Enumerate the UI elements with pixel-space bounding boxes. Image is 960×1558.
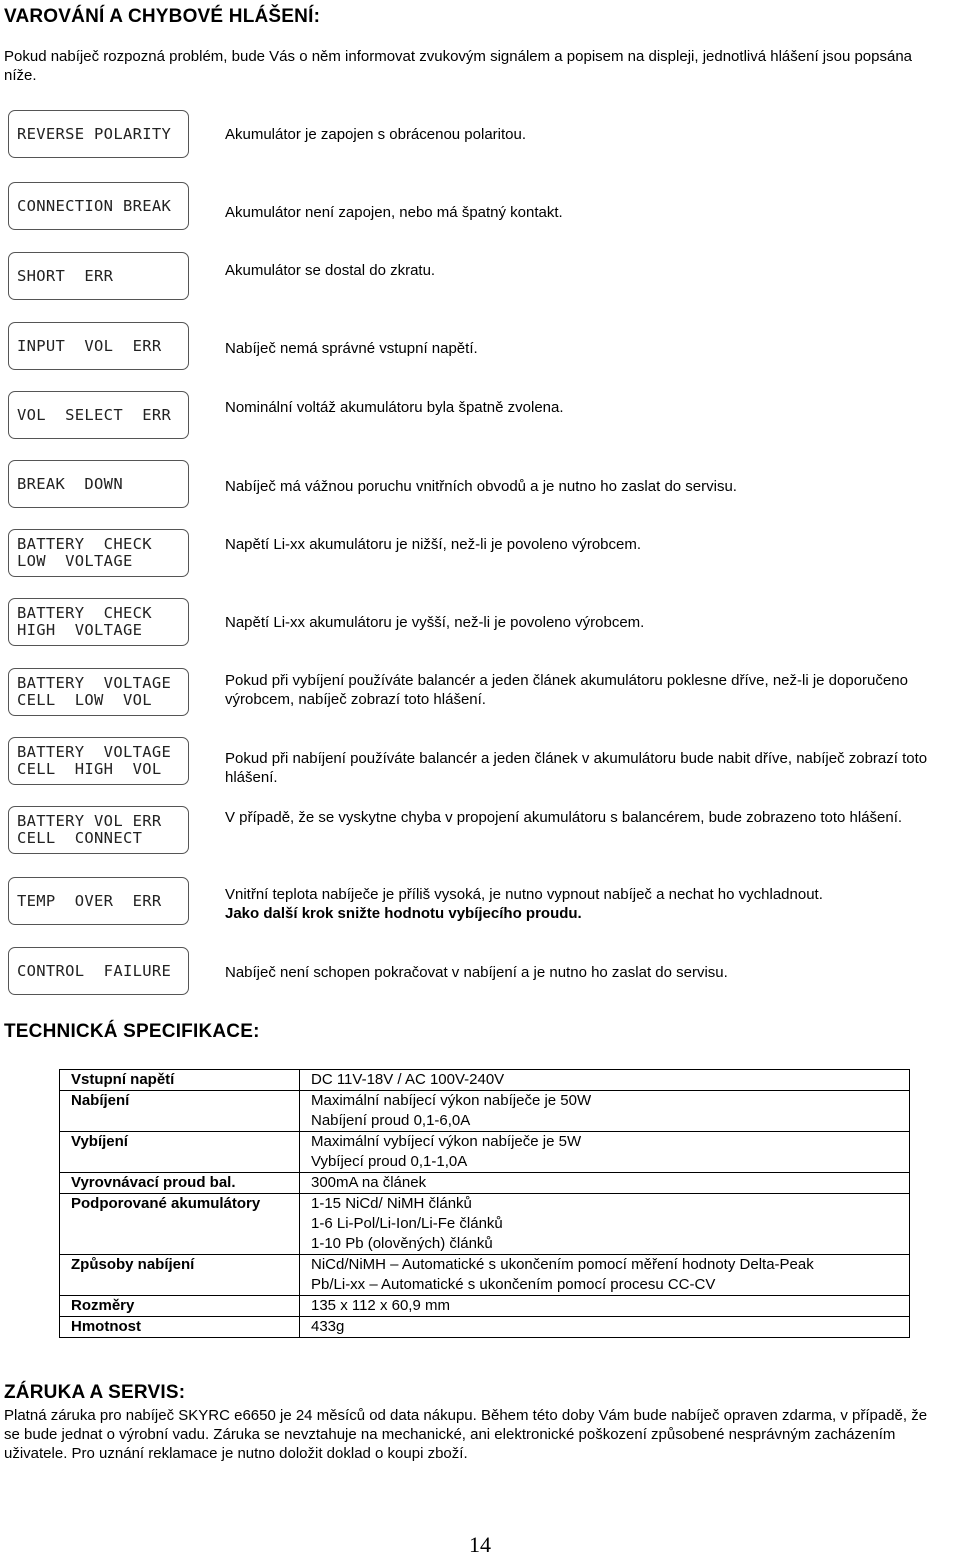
lcd-message — [8, 737, 189, 785]
lcd-message — [8, 947, 189, 995]
warning-text: Akumulátor není zapojen, nebo má špatný kontakt. — [225, 204, 563, 221]
lcd-line: BATTERY VOLTAGE — [17, 743, 172, 761]
lcd-message — [8, 110, 189, 158]
spec-key: Vybíjení — [60, 1132, 300, 1173]
lcd-message — [8, 252, 189, 300]
spec-value — [300, 1255, 910, 1296]
lcd-line: SHORT ERR — [17, 266, 114, 285]
spec-value-line: 135 x 112 x 60,9 mm — [311, 1297, 450, 1314]
lcd-line: BATTERY VOLTAGE — [17, 674, 172, 692]
spec-value-line: 1-15 NiCd/ NiMH článků — [311, 1195, 472, 1212]
lcd-message — [8, 460, 189, 508]
warnings-heading: VAROVÁNÍ A CHYBOVÉ HLÁŠENÍ: — [4, 6, 321, 27]
warning-description — [225, 398, 940, 417]
warning-description — [225, 963, 940, 982]
spec-value — [300, 1296, 910, 1317]
spec-value — [300, 1317, 910, 1338]
lcd-message — [8, 806, 189, 854]
lcd-message — [8, 391, 189, 439]
spec-value — [300, 1091, 910, 1132]
warning-text: Pokud při vybíjení používáte balancér a jeden článek akumulátoru poklesne dříve, než-li je doporučeno výrobcem, nabíječ zobrazí toto hlášení. — [225, 672, 908, 708]
spec-value-line: Vybíjecí proud 0,1-1,0A — [311, 1153, 468, 1170]
spec-key: Hmotnost — [60, 1317, 300, 1338]
warnings-intro: Pokud nabíječ rozpozná problém, bude Vás o něm informovat zvukovým signálem a popisem na displeji, jednotlivá hlášení jsou popsána níže. — [4, 48, 913, 84]
warning-text: Nabíječ není schopen pokračovat v nabíjení a je nutno ho zaslat do servisu. — [225, 964, 728, 981]
lcd-line: BATTERY VOL ERR — [17, 812, 162, 830]
lcd-line: VOL SELECT ERR — [17, 405, 172, 424]
warning-text: Nabíječ má vážnou poruchu vnitřních obvodů a je nutno ho zaslat do servisu. — [225, 478, 737, 495]
lcd-message — [8, 877, 189, 925]
warning-description — [225, 477, 940, 496]
lcd-line: BREAK DOWN — [17, 474, 123, 493]
lcd-line: HIGH VOLTAGE — [17, 621, 143, 639]
warning-text: V případě, že se vyskytne chyba v propojení akumulátoru s balancérem, bude zobrazeno toto hlášení. — [225, 809, 903, 826]
spec-row — [60, 1317, 910, 1338]
warning-description — [225, 261, 940, 280]
warning-text: Napětí Li-xx akumulátoru je vyšší, než-li je povoleno výrobcem. — [225, 614, 645, 631]
warning-description — [225, 535, 940, 554]
lcd-message — [8, 182, 189, 230]
warning-text: Vnitřní teplota nabíječe je příliš vysoká, je nutno vypnout nabíječ a nechat ho vychladnout. — [225, 886, 823, 903]
spec-value-line: Maximální nabíjecí výkon nabíječe je 50W — [311, 1092, 592, 1109]
spec-value-line: 433g — [311, 1318, 345, 1335]
lcd-line: LOW VOLTAGE — [17, 552, 133, 570]
lcd-line: CELL CONNECT — [17, 829, 143, 847]
warning-text: Akumulátor se dostal do zkratu. — [225, 262, 436, 279]
lcd-line: TEMP OVER ERR — [17, 891, 162, 910]
spec-row — [60, 1296, 910, 1317]
spec-key: Vstupní napětí — [60, 1070, 300, 1091]
spec-value-line: 300mA na článek — [311, 1174, 427, 1191]
page-number: 14 — [469, 1532, 491, 1557]
lcd-line: REVERSE POLARITY — [17, 124, 172, 143]
spec-value — [300, 1070, 910, 1091]
warning-text: Pokud při nabíjení používáte balancér a jeden článek v akumulátoru bude nabit dříve, nabíječ zobrazí toto hlášení. — [225, 750, 928, 786]
lcd-line: INPUT VOL ERR — [17, 336, 162, 355]
lcd-message — [8, 529, 189, 577]
warning-text: Nominální voltáž akumulátoru byla špatně zvolena. — [225, 399, 564, 416]
warning-text: Nabíječ nemá správné vstupní napětí. — [225, 340, 478, 357]
spec-row — [60, 1255, 910, 1296]
lcd-message — [8, 598, 189, 646]
spec-value — [300, 1173, 910, 1194]
lcd-line: BATTERY CHECK — [17, 604, 152, 622]
warning-description — [225, 125, 940, 144]
spec-key: Nabíjení — [60, 1091, 300, 1132]
warning-text: Akumulátor je zapojen s obrácenou polaritou. — [225, 126, 527, 143]
lcd-line: CELL LOW VOL — [17, 691, 152, 709]
spec-value-line: DC 11V-18V / AC 100V-240V — [311, 1071, 505, 1088]
spec-value-line: NiCd/NiMH – Automatické s ukončením pomocí měření hodnoty Delta-Peak — [311, 1256, 814, 1273]
lcd-line: CONTROL FAILURE — [17, 961, 172, 980]
spec-value-line: Pb/Li-xx – Automatické s ukončením pomocí procesu CC-CV — [311, 1276, 716, 1293]
spec-heading: TECHNICKÁ SPECIFIKACE: — [4, 1021, 260, 1042]
lcd-line: CELL HIGH VOL — [17, 760, 162, 778]
spec-row — [60, 1132, 910, 1173]
lcd-line: BATTERY CHECK — [17, 535, 152, 553]
spec-value-line: 1-6 Li-Pol/Li-Ion/Li-Fe článků — [311, 1215, 503, 1232]
spec-value-line: Nabíjení proud 0,1-6,0A — [311, 1112, 471, 1129]
spec-value-line: 1-10 Pb (olověných) článků — [311, 1235, 493, 1252]
spec-key: Způsoby nabíjení — [60, 1255, 300, 1296]
spec-value-line: Maximální vybíjecí výkon nabíječe je 5W — [311, 1133, 582, 1150]
lcd-line: CONNECTION BREAK — [17, 196, 172, 215]
warranty-text: Platná záruka pro nabíječ SKYRC e6650 je 24 měsíců od data nákupu. Během této doby Vám bude nabíječ opraven zdarma, v případě, že se bude jednat o výrobní vadu. Záruka se nevztahuje na mechanické, ani elektronické poškození způsobené nesprávným zacházením uživatele. Pro uznání reklamace je nutno doložit doklad o koupi zboží. — [4, 1407, 928, 1462]
spec-table — [59, 1069, 910, 1338]
warning-description — [225, 203, 940, 222]
warning-emphasis: Jako další krok snižte hodnotu vybíjecího proudu. — [225, 905, 582, 922]
lcd-message — [8, 322, 189, 370]
warranty-heading: ZÁRUKA A SERVIS: — [4, 1382, 186, 1403]
warning-description — [225, 808, 940, 827]
spec-value — [300, 1132, 910, 1173]
warning-description — [225, 613, 940, 632]
warning-text: Napětí Li-xx akumulátoru je nižší, než-li je povoleno výrobcem. — [225, 536, 642, 553]
lcd-message — [8, 668, 189, 716]
spec-row — [60, 1194, 910, 1255]
spec-row — [60, 1091, 910, 1132]
spec-row — [60, 1070, 910, 1091]
warning-description — [225, 339, 940, 358]
warning-description — [225, 671, 940, 709]
spec-key: Vyrovnávací proud bal. — [60, 1173, 300, 1194]
warning-description — [225, 885, 940, 923]
spec-key: Podporované akumulátory — [60, 1194, 300, 1255]
spec-key: Rozměry — [60, 1296, 300, 1317]
warning-description — [225, 749, 940, 787]
spec-value — [300, 1194, 910, 1255]
spec-row — [60, 1173, 910, 1194]
